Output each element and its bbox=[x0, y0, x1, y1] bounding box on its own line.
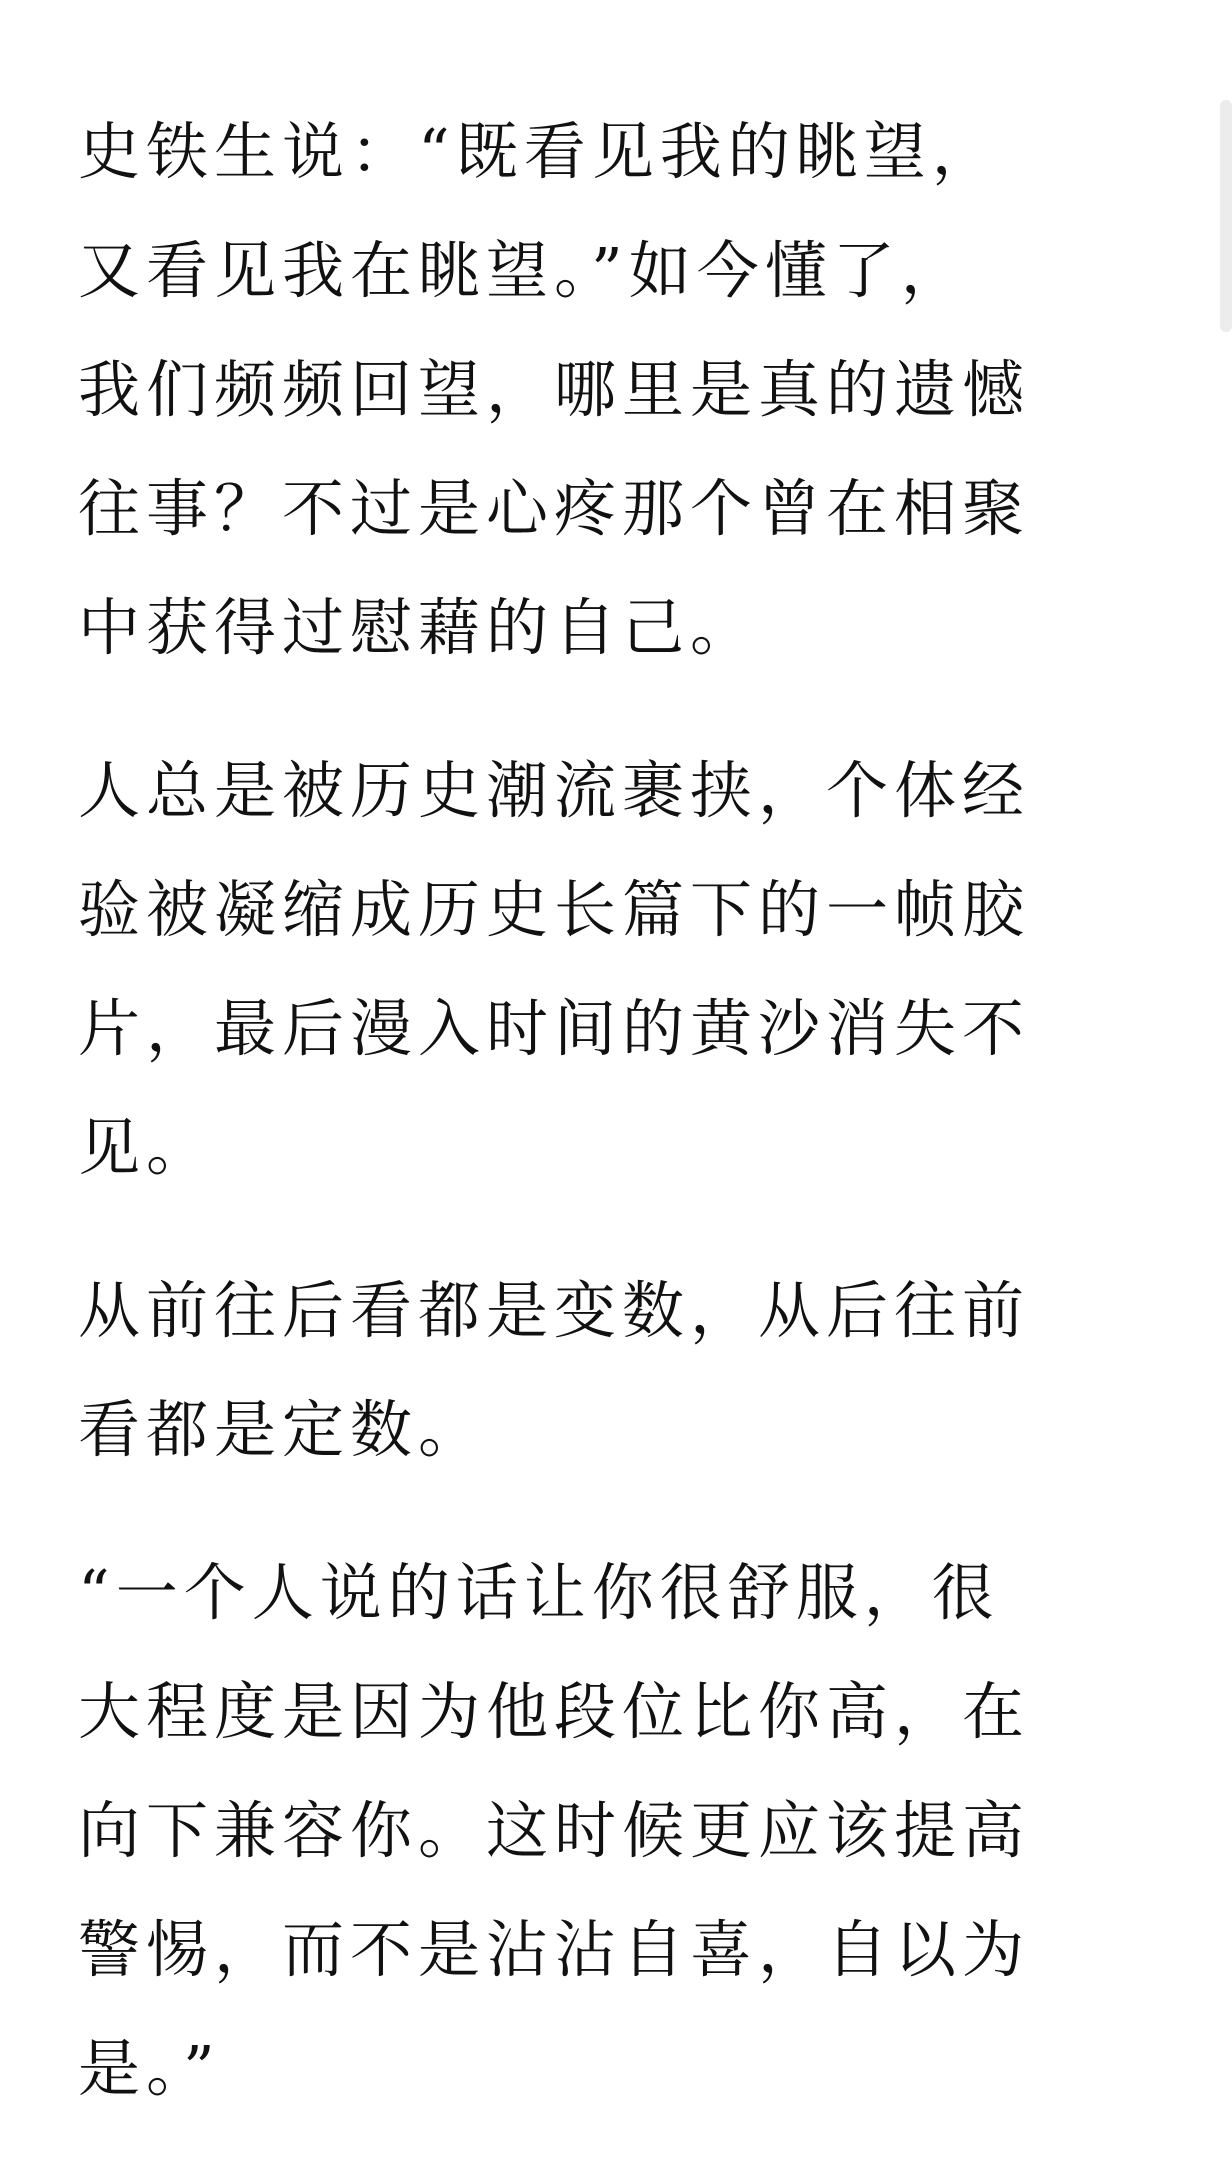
paragraph-comfort-warning: “一个人说的话让你很舒服，很 大程度是因为他段位比你高，在 向下兼容你。这时候更应该提高 警惕，而不是沾沾自喜，自以为 是。” bbox=[78, 1556, 1031, 2105]
paragraph-variables-constants: 从前往后看都是变数，从后往前 看都是定数。 bbox=[78, 1274, 1031, 1466]
vertical-scrollbar[interactable] bbox=[1220, 100, 1232, 332]
paragraph-history-tide: 人总是被历史潮流裹挟，个体经 验被凝缩成历史长篇下的一帧胶 片，最后漫入时间的黄沙消失不 见。 bbox=[78, 754, 1031, 1184]
paragraph-shi-tiesheng-quote: 史铁生说：“既看见我的眺望， 又看见我在眺望。”如今懂了， 我们频频回望，哪里是真的遗憾 往事？不过是心疼那个曾在相聚 中获得过慰藉的自己。 bbox=[78, 115, 1031, 664]
article-body bbox=[78, 92, 1138, 2172]
